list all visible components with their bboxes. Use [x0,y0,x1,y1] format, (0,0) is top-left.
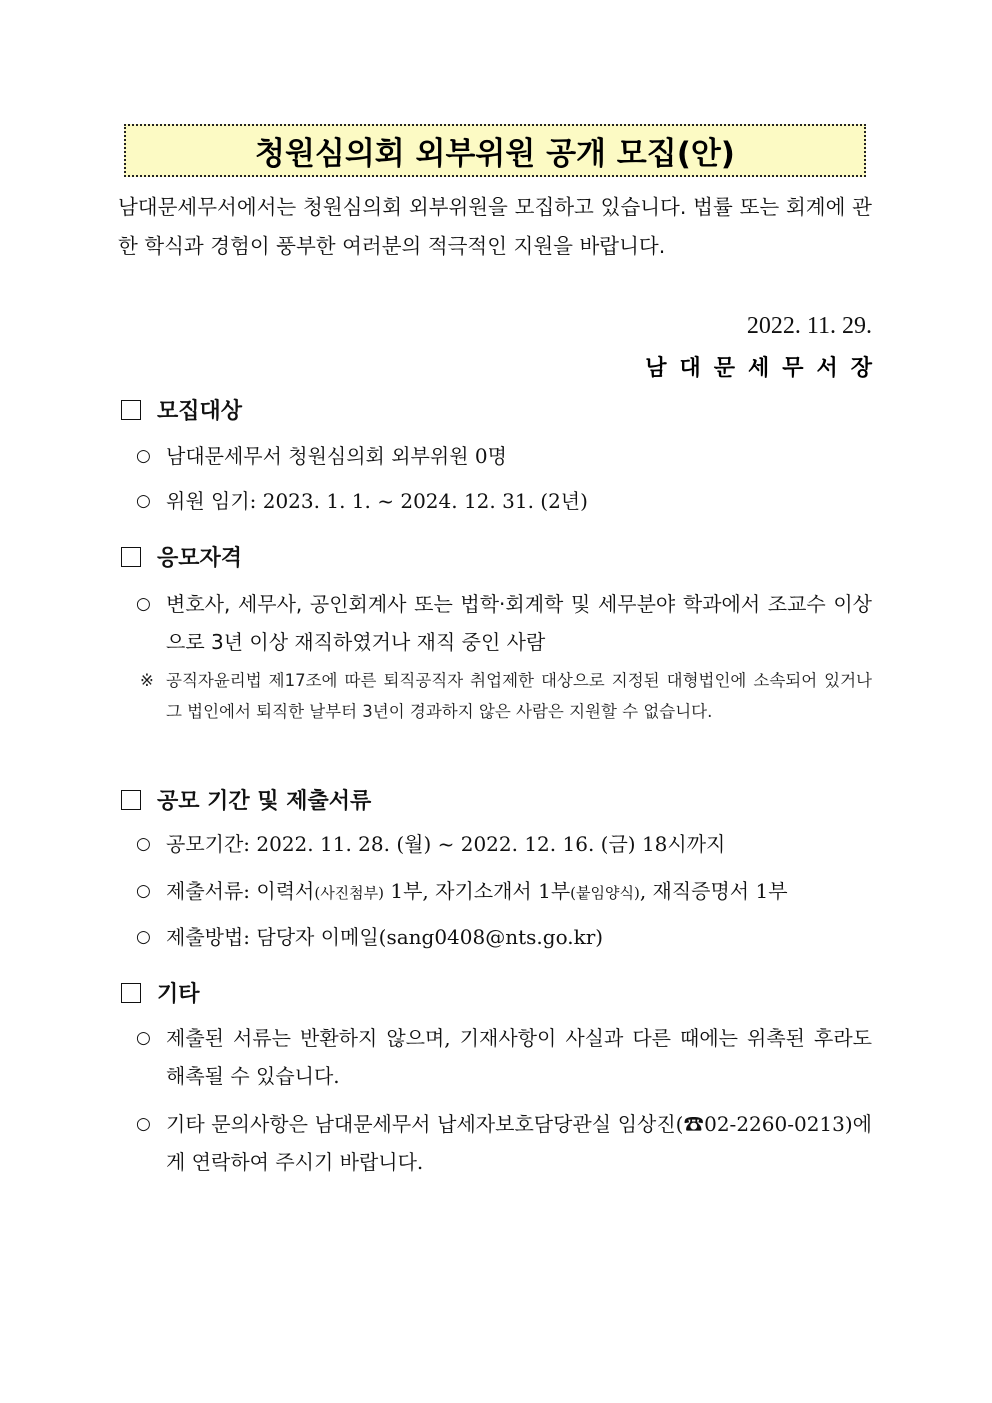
circle-bullet-icon: ○ [136,1114,151,1134]
item-text: 남대문세무서 청원심의회 외부위원 0명 [166,444,507,468]
item-text [166,872,872,912]
section-heading-recruitment-target [121,394,242,425]
document-date: 2022. 11. 29. [746,313,872,339]
list-item [136,482,872,520]
item-text: 변호사, 세무사, 공인회계사 또는 법학·회계학 및 세무분야 학과에서 조교수 이상으로 3년 이상 재직하였거나 재직 중인 사람 [166,592,872,654]
documents-note-photo: (사진첨부) [314,884,385,902]
checkbox-square-icon [121,547,141,567]
section-heading-other [121,977,200,1008]
page-title: 청원심의회 외부위원 공개 모집(안) [255,136,735,172]
checkbox-square-icon [121,983,141,1003]
section-title: 공모 기간 및 제출서류 [157,788,372,814]
list-item [136,1105,872,1181]
circle-bullet-icon: ○ [136,594,151,614]
list-item [136,585,872,661]
circle-bullet-icon: ○ [136,491,151,511]
checkbox-square-icon [121,790,141,810]
list-item [136,437,872,475]
circle-bullet-icon: ○ [136,881,151,901]
section-title: 기타 [157,981,200,1007]
item-text: 공모기간: 2022. 11. 28. (월) ~ 2022. 12. 16. (금) 18시까지 [166,832,726,856]
item-text: 제출된 서류는 반환하지 않으며, 기재사항이 사실과 다른 때에는 위촉된 후라도 해촉될 수 있습니다. [166,1026,872,1088]
intro-paragraph: 남대문세무서에서는 청원심의회 외부위원을 모집하고 있습니다. 법률 또는 회계에 관한 학식과 경험이 풍부한 여러분의 적극적인 지원을 바랍니다. [118,195,872,258]
item-text: 기타 문의사항은 남대문세무서 납세자보호담당관실 임상진(☎02-2260-0213)에게 연락하여 주시기 바랍니다. [166,1112,872,1174]
list-item-documents [136,872,872,912]
documents-mid: 1부, 자기소개서 1부 [384,879,571,903]
list-item [136,918,872,956]
reference-mark-icon: ※ [140,671,154,690]
documents-suffix: , 재직증명서 1부 [639,879,788,903]
note [140,665,872,727]
item-text: 위원 임기: 2023. 1. 1. ~ 2024. 12. 31. (2년) [166,489,588,513]
section-title: 응모자격 [157,545,243,571]
documents-prefix: 제출서류: 이력서 [166,879,315,903]
circle-bullet-icon: ○ [136,834,151,854]
note-text: 공직자윤리법 제17조에 따른 퇴직공직자 취업제한 대상으로 지정된 대형법인에 소속되어 있거나 그 법인에서 퇴직한 날부터 3년이 경과하지 않은 사람은 지원할 수 없습니다. [166,671,872,721]
circle-bullet-icon: ○ [136,927,151,947]
list-item [136,825,872,863]
title-box [124,124,866,177]
item-text: 제출방법: 담당자 이메일(sang0408@nts.go.kr) [166,925,604,949]
signer-name: 남대문세무서장 [645,355,885,381]
circle-bullet-icon: ○ [136,1028,151,1048]
documents-note-form: (붙임양식) [570,884,640,902]
checkbox-square-icon [121,400,141,420]
circle-bullet-icon: ○ [136,446,151,466]
section-heading-period-and-documents [121,784,371,815]
section-heading-qualifications [121,541,242,572]
list-item [136,1019,872,1095]
section-title: 모집대상 [157,398,243,424]
